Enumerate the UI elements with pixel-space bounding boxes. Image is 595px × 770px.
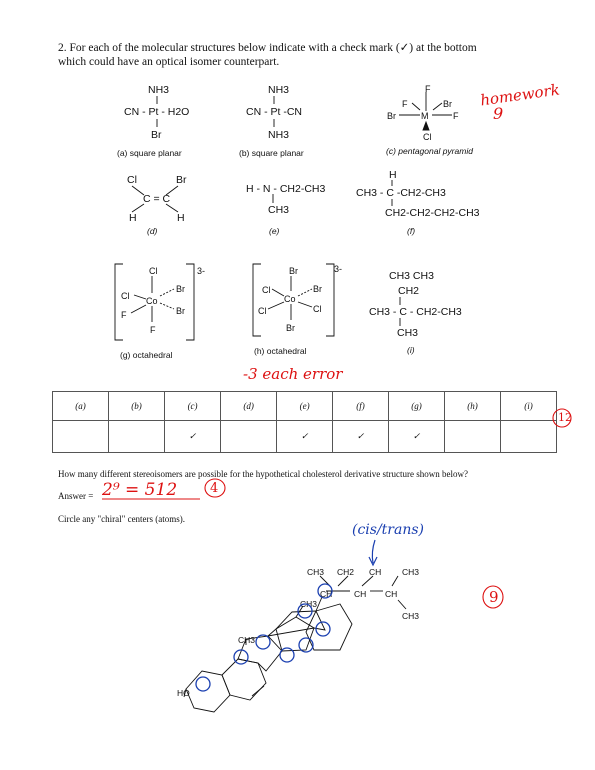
d-cl: Cl bbox=[127, 174, 137, 186]
answer-value[interactable]: 2⁹ = 512 bbox=[102, 480, 178, 500]
chol-label: CH bbox=[320, 589, 333, 599]
c-f-top: F bbox=[425, 84, 431, 94]
chol-label: CH3 bbox=[300, 599, 318, 609]
g-br-1: Br bbox=[176, 284, 185, 294]
question-line-1: 2. For each of the molecular structures below indicate with a check mark (✓) at the bottom bbox=[58, 42, 477, 54]
b-caption: (b) square planar bbox=[239, 148, 304, 158]
chol-label: CH3 bbox=[402, 611, 420, 621]
d-h2: H bbox=[177, 212, 185, 224]
g-f-bot: F bbox=[150, 325, 156, 335]
homework-number: 9 bbox=[493, 104, 504, 123]
c-br-left: Br bbox=[387, 111, 396, 121]
c-f-right: F bbox=[453, 111, 459, 121]
table-header-cell: (b) bbox=[109, 392, 165, 421]
f-top: H bbox=[389, 169, 397, 181]
g-co: Co bbox=[146, 296, 158, 306]
chol-label: CH bbox=[369, 567, 382, 577]
c-caption: (c) pentagonal pyramid bbox=[386, 146, 473, 156]
g-f-left: F bbox=[121, 310, 127, 320]
answer-label: Answer = bbox=[58, 491, 94, 501]
c-cl: Cl bbox=[423, 132, 432, 142]
table-header-cell: (i) bbox=[501, 392, 557, 421]
f-bot: CH2-CH2-CH2-CH3 bbox=[385, 207, 480, 219]
chol-label: HO bbox=[177, 688, 190, 698]
table-header-cell: (d) bbox=[221, 392, 277, 421]
i-bot: CH3 bbox=[397, 327, 419, 339]
f-caption: (f) bbox=[407, 226, 416, 236]
chol-label: CH bbox=[354, 589, 367, 599]
f-main: CH3 - C -CH2-CH3 bbox=[356, 187, 446, 199]
h-br-top: Br bbox=[289, 266, 298, 276]
table-header-cell: (e) bbox=[277, 392, 333, 421]
check-cell[interactable]: ✓ bbox=[333, 421, 389, 453]
check-cell[interactable]: ✓ bbox=[277, 421, 333, 453]
a-caption: (a) square planar bbox=[117, 148, 182, 158]
stereoisomer-question: How many different stereoisomers are possible for the hypothetical cholesterol derivative structure shown below? bbox=[58, 469, 468, 479]
d-br: Br bbox=[176, 174, 187, 186]
table-header-cell: (f) bbox=[333, 392, 389, 421]
h-charge: 3- bbox=[334, 264, 343, 274]
circle-instruction: Circle any "chiral" centers (atoms). bbox=[58, 514, 186, 524]
structure-score: 9 bbox=[489, 588, 499, 606]
a-top-label: NH3 bbox=[148, 84, 170, 96]
chol-label: CH3 bbox=[307, 567, 325, 577]
b-bot-label: NH3 bbox=[268, 129, 290, 141]
cis-trans-note: (cis/trans) bbox=[352, 522, 425, 538]
a-mid-label: CN - Pt - H2O bbox=[124, 106, 190, 118]
e-main: H - N - CH2-CH3 bbox=[246, 183, 326, 195]
check-cell[interactable]: ✓ bbox=[388, 421, 444, 453]
e-bot: CH3 bbox=[268, 204, 290, 216]
i-main: CH3 - C - CH2-CH3 bbox=[369, 306, 462, 318]
d-h1: H bbox=[129, 212, 137, 224]
e-caption: (e) bbox=[269, 226, 280, 236]
i-caption: (i) bbox=[407, 345, 415, 355]
table-header-cell: (c) bbox=[165, 392, 221, 421]
b-top-label: NH3 bbox=[268, 84, 290, 96]
table-score: 12 bbox=[558, 411, 572, 424]
table-header-cell: (h) bbox=[445, 392, 501, 421]
answer-score: 4 bbox=[210, 481, 219, 496]
h-br-bot: Br bbox=[286, 323, 295, 333]
error-note: -3 each error bbox=[243, 365, 343, 383]
c-br-right: Br bbox=[443, 99, 452, 109]
h-caption: (h) octahedral bbox=[254, 346, 307, 356]
g-cl-top: Cl bbox=[149, 266, 158, 276]
a-bot-label: Br bbox=[151, 129, 162, 141]
h-br-right: Br bbox=[313, 284, 322, 294]
c-metal: M bbox=[421, 111, 429, 121]
homework-note: homework bbox=[479, 80, 561, 110]
h-cl-right: Cl bbox=[313, 304, 322, 314]
d-cc: C = C bbox=[143, 193, 171, 205]
chol-label: CH bbox=[385, 589, 398, 599]
g-cl-left: Cl bbox=[121, 291, 130, 301]
table-header-cell: (g) bbox=[388, 392, 444, 421]
h-cl-lower-left: Cl bbox=[258, 306, 267, 316]
i-top: CH3 CH3 bbox=[389, 270, 434, 282]
question-line-2: which could have an optical isomer counterpart. bbox=[58, 56, 280, 68]
h-co: Co bbox=[284, 294, 296, 304]
chol-label: CH3 bbox=[238, 635, 256, 645]
table-header-cell: (a) bbox=[53, 392, 109, 421]
g-charge: 3- bbox=[197, 266, 206, 276]
g-caption: (g) octahedral bbox=[120, 350, 173, 360]
d-caption: (d) bbox=[147, 226, 158, 236]
chol-label: CH3 bbox=[402, 567, 420, 577]
c-f-left: F bbox=[402, 99, 408, 109]
h-cl-left: Cl bbox=[262, 285, 271, 295]
chol-label: CH2 bbox=[337, 567, 355, 577]
g-br-2: Br bbox=[176, 306, 185, 316]
b-mid-label: CN - Pt -CN bbox=[246, 106, 302, 118]
check-cell[interactable]: ✓ bbox=[165, 421, 221, 453]
i-ch2: CH2 bbox=[398, 285, 420, 297]
